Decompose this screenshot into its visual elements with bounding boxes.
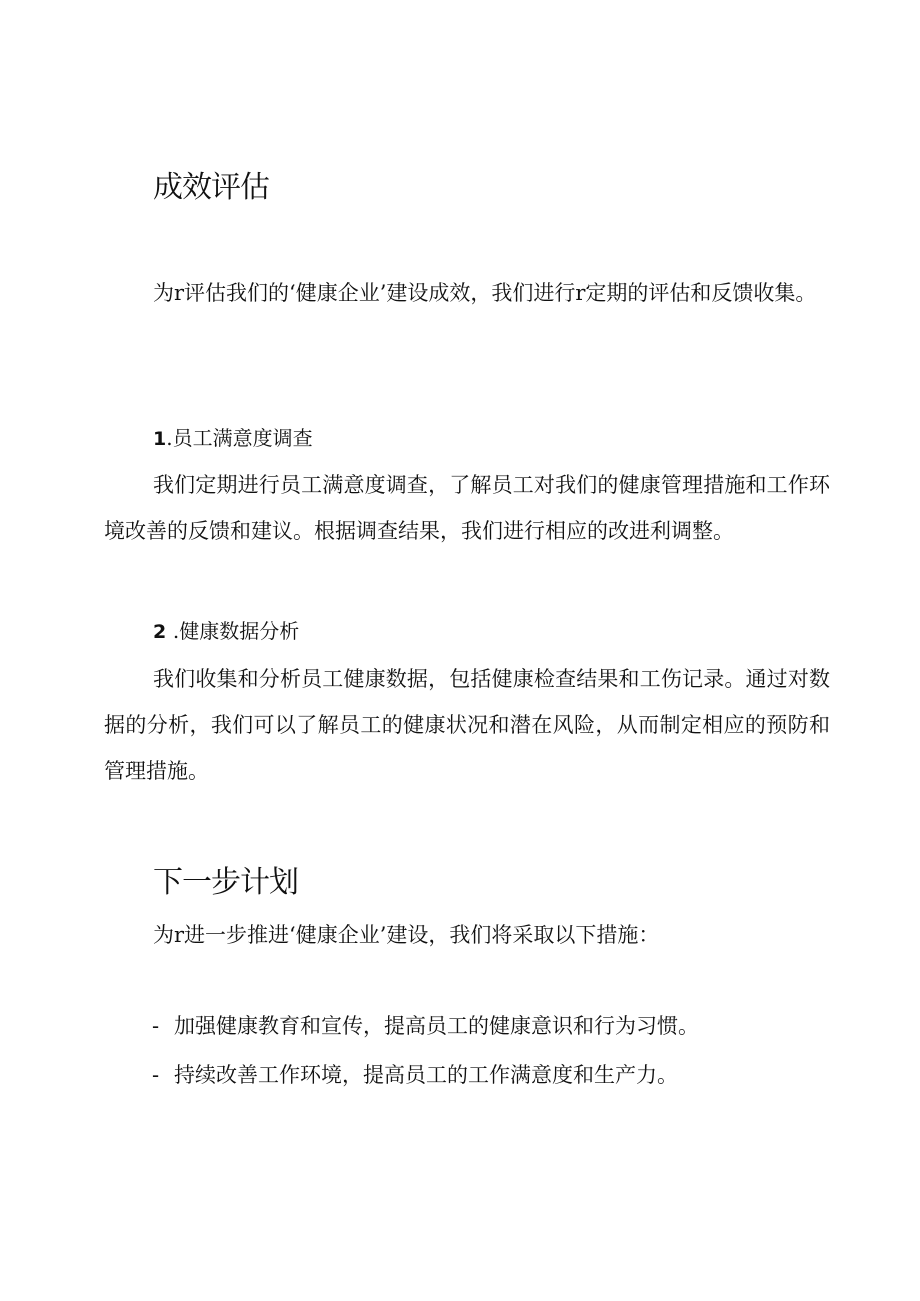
subsection-number: 1 xyxy=(153,428,167,450)
bullet-dash: - xyxy=(152,1014,160,1038)
section-title-effect-evaluation: 成效评估 xyxy=(153,170,269,205)
effect-intro-paragraph: 为r评估我们的‘健康企业’建设成效，我们进行r定期的评估和反馈收集。 xyxy=(153,281,817,305)
list-item-text: 持续改善工作环境，提高员工的工作满意度和生产力。 xyxy=(174,1063,678,1087)
section-title-next-steps: 下一步计划 xyxy=(153,865,298,900)
list-item-text: 加强健康教育和宣传，提高员工的健康意识和行为习惯。 xyxy=(174,1014,699,1038)
subsection-heading-1 xyxy=(153,423,313,454)
bullet-dash: - xyxy=(152,1063,160,1087)
subsection-2-body: 我们收集和分析员工健康数据，包括健康检查结果和工伤记录。通过对数据的分析，我们可以了解员工的健康状况和潜在风险，从而制定相应的预防和管理措施。 xyxy=(104,667,830,783)
list-item xyxy=(152,1011,699,1041)
subsection-title: .健康数据分析 xyxy=(172,619,300,643)
list-item xyxy=(152,1060,678,1090)
next-steps-intro-paragraph: 为r进一步推进‘健康企业’建设，我们将采取以下措施： xyxy=(153,923,660,947)
subsection-1-body: 我们定期进行员工满意度调查，了解员工对我们的健康管理措施和工作环境改善的反馈和建议。根据调查结果，我们进行相应的改进利调整。 xyxy=(104,473,830,543)
subsection-title: .员工满意度调查 xyxy=(166,426,313,450)
subsection-heading-2 xyxy=(153,616,299,647)
subsection-number: 2 xyxy=(153,621,167,643)
